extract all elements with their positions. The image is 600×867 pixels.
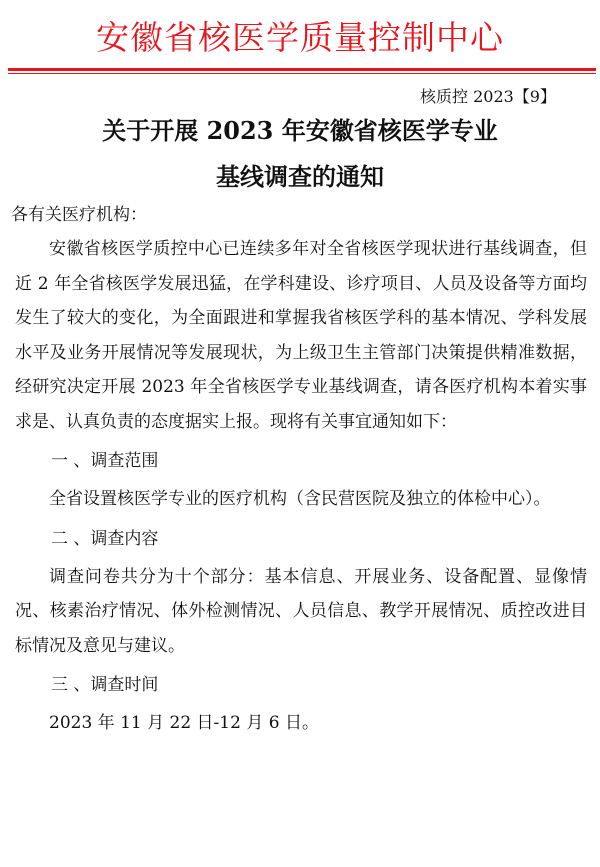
document-body <box>11 198 587 741</box>
title-line-1: 关于开展 2023 年安徽省核医学专业 <box>102 116 498 145</box>
section-text-time: 2023 年 11 月 22 日-12 月 6 日。 <box>49 713 319 733</box>
intro-paragraph: 安徽省核医学质控中心已连续多年对全省核医学现状进行基线调查，但近 2 年全省核医学发展迅猛，在学科建设、诊疗项目、人员及设备等方面均发生了较大的变化，为全面跟进和掌握我省核医学科的基本情况、学科发展水平及业务开展情况等发展现状，为上级卫生主管部门决策提供精准数据，经研究决定开展 2023 年全省核医学专业基线调查，请各医疗机构本着实事求是、认真负责的态度据实上报。现将有关事宜通知如下： <box>15 239 587 432</box>
red-header-rule <box>8 68 596 71</box>
section-heading-time: 三 、调查时间 <box>51 675 159 695</box>
section-text-content: 调查问卷共分为十个部分：基本信息、开展业务、设备配置、显像情况、核素治疗情况、体外检测情况、人员信息、教学开展情况、质控改进目标情况及意见与建议。 <box>15 566 587 656</box>
section-heading-content: 二 、调查内容 <box>51 528 159 549</box>
document-title <box>0 108 600 200</box>
document-number: 核质控 2023【9】 <box>420 87 556 106</box>
section-text-scope: 全省设置核医学专业的医疗机构（含民营医院及独立的体检中心）。 <box>49 489 551 509</box>
red-header-rule-thin <box>8 73 596 74</box>
salutation: 各有关医疗机构： <box>11 205 147 225</box>
title-line-2: 基线调查的通知 <box>216 162 384 191</box>
issuing-organization: 安徽省核医学质量控制中心 <box>96 18 504 57</box>
section-heading-scope: 一 、调查范围 <box>51 451 159 471</box>
